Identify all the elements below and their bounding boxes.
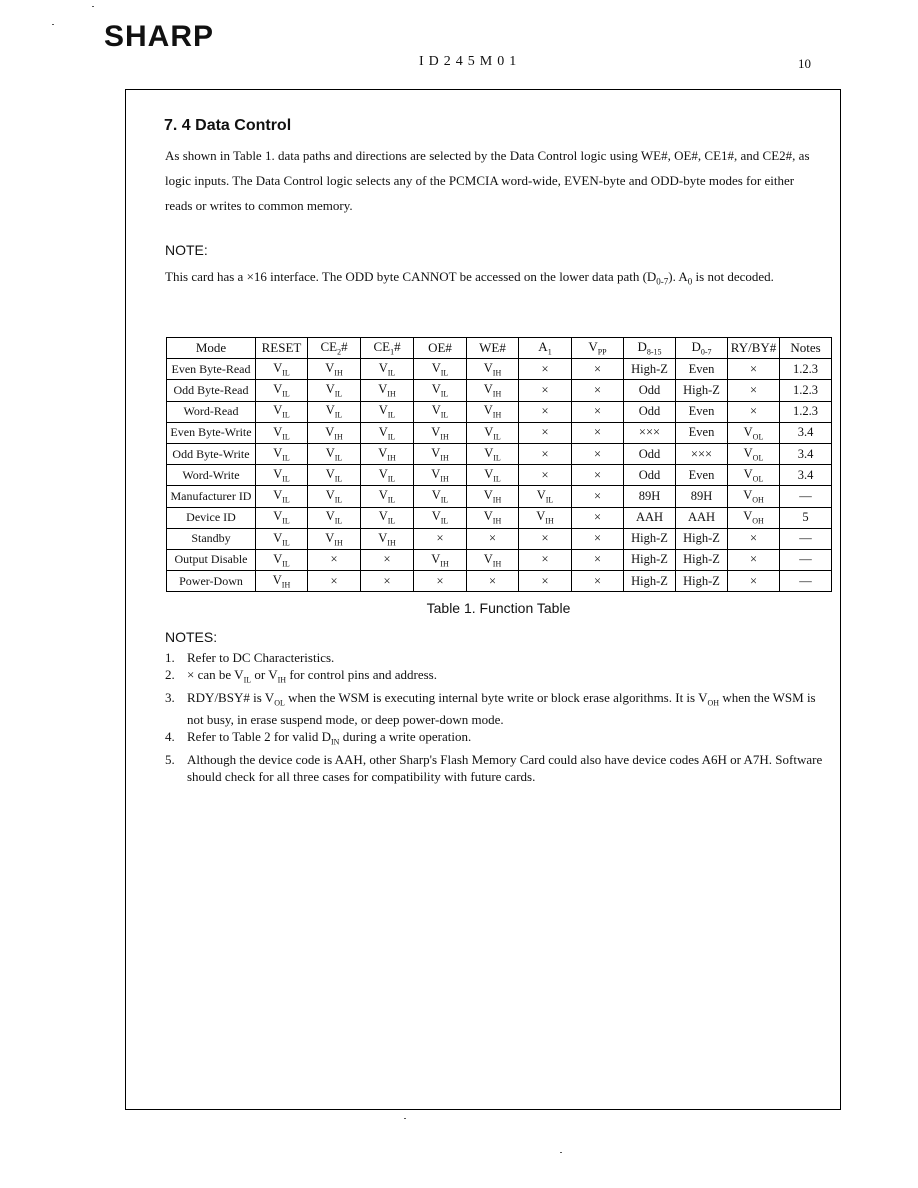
mode-cell: Manufacturer ID [167, 486, 256, 507]
table-row [167, 401, 832, 422]
table-row [167, 507, 832, 528]
mode-cell: Word-Read [167, 401, 256, 422]
table-cell: $V_{IL}$ [467, 465, 519, 486]
table-cell: ××× [624, 422, 676, 443]
table-cell: × [519, 359, 572, 380]
table-cell: × [728, 549, 780, 570]
mode-cell: Output Disable [167, 549, 256, 570]
scan-speck [92, 6, 94, 7]
table-cell: $V_{IL}$ [308, 486, 361, 507]
table-cell: × [572, 528, 624, 549]
table-cell: $V_{IH}$ [467, 549, 519, 570]
list-item [165, 666, 825, 689]
note-text: Refer to Table 2 for valid $D_{IN}$ during a write operation. [187, 729, 472, 747]
table-cell: $V_{IH}$ [414, 549, 467, 570]
table-header-cell: Mode [167, 338, 256, 359]
table-cell: High-Z [624, 359, 676, 380]
table-cell: $V_{IL}$ [308, 465, 361, 486]
table-cell: 1.2.3 [780, 380, 832, 401]
note-number: 3. [165, 689, 175, 705]
table-cell: $V_{OL}$ [728, 422, 780, 443]
table-cell: $V_{IL}$ [308, 380, 361, 401]
mode-cell: Power-Down [167, 571, 256, 592]
table-cell: 3.4 [780, 443, 832, 464]
sharp-logo: SHARP [104, 20, 215, 53]
table-cell: $V_{IL}$ [467, 422, 519, 443]
table-cell: 1.2.3 [780, 401, 832, 422]
table-cell: × [572, 486, 624, 507]
table-row [167, 465, 832, 486]
table-cell: $V_{IL}$ [256, 401, 308, 422]
table-header-cell: $CE_1\#$ [361, 338, 414, 359]
mode-cell: Device ID [167, 507, 256, 528]
table-cell: × [572, 380, 624, 401]
table-row [167, 380, 832, 401]
table-cell: — [780, 528, 832, 549]
table-cell: $V_{IL}$ [361, 422, 414, 443]
table-cell: $V_{IL}$ [256, 549, 308, 570]
table-header-cell: $D_{0-7}$ [676, 338, 728, 359]
note-number: 1. [165, 650, 175, 665]
table-header-cell: $A_1$ [519, 338, 572, 359]
table-cell: Even [676, 422, 728, 443]
table-cell: × [308, 571, 361, 592]
table-cell: $V_{IL}$ [414, 486, 467, 507]
table-cell: 5 [780, 507, 832, 528]
table-cell: $V_{IL}$ [256, 507, 308, 528]
table-cell: — [780, 571, 832, 592]
table-row [167, 528, 832, 549]
table-cell: $V_{IL}$ [414, 380, 467, 401]
table-cell: $V_{IL}$ [361, 486, 414, 507]
table-cell: × [414, 571, 467, 592]
table-cell: — [780, 486, 832, 507]
table-body [167, 359, 832, 592]
table-header-cell: $CE_2\#$ [308, 338, 361, 359]
table-cell: $V_{IL}$ [414, 507, 467, 528]
table-cell: Even [676, 465, 728, 486]
table-cell: Odd [624, 401, 676, 422]
table-row [167, 422, 832, 443]
table-cell: $V_{IL}$ [361, 359, 414, 380]
table-cell: × [728, 528, 780, 549]
table-cell: $V_{IL}$ [256, 422, 308, 443]
table-cell: $V_{IL}$ [256, 528, 308, 549]
table-row [167, 549, 832, 570]
table-cell: × [361, 571, 414, 592]
table-cell: $V_{OH}$ [728, 486, 780, 507]
table-cell: $V_{IH}$ [519, 507, 572, 528]
table-cell: Odd [624, 443, 676, 464]
table-cell: High-Z [676, 528, 728, 549]
list-item [165, 751, 825, 785]
note-number: 5. [165, 751, 175, 767]
table-cell: $V_{IL}$ [414, 401, 467, 422]
table-cell: $V_{IH}$ [414, 465, 467, 486]
table-cell: × [467, 528, 519, 549]
table-cell: × [414, 528, 467, 549]
table-cell: × [572, 549, 624, 570]
table-cell: × [361, 549, 414, 570]
list-item [165, 728, 825, 751]
table-cell: × [728, 359, 780, 380]
table-cell: $V_{IH}$ [467, 507, 519, 528]
table-cell: $V_{IL}$ [256, 443, 308, 464]
table-cell: High-Z [676, 380, 728, 401]
table-cell: ××× [676, 443, 728, 464]
table-cell: $V_{IL}$ [361, 507, 414, 528]
table-cell: Odd [624, 380, 676, 401]
table-cell: 3.4 [780, 422, 832, 443]
table-caption: Table 1. Function Table [426, 600, 571, 616]
table-cell: $V_{OH}$ [728, 507, 780, 528]
table-cell: × [519, 401, 572, 422]
table-cell: × [728, 401, 780, 422]
mode-cell: Even Byte-Read [167, 359, 256, 380]
table-cell: Even [676, 359, 728, 380]
table-row [167, 443, 832, 464]
document-id: ID245M01 [419, 54, 522, 69]
table-cell: $V_{OL}$ [728, 443, 780, 464]
table-cell: AAH [676, 507, 728, 528]
table-cell: $V_{IH}$ [467, 486, 519, 507]
table-cell: $V_{IH}$ [361, 443, 414, 464]
function-table [166, 337, 832, 592]
section-paragraph: As shown in Table 1. data paths and directions are selected by the Data Control logic using WE#, OE#, CE1#, and CE2#, as logic inputs. The Data Control logic selects any of the PCMCIA word-wide, EVEN-byte and ODD-byte modes for either reads or writes to common memory. [165, 148, 810, 213]
table-header-cell: $D_{8-15}$ [624, 338, 676, 359]
table-cell: $V_{IH}$ [414, 422, 467, 443]
table-row [167, 359, 832, 380]
table-cell: 89H [624, 486, 676, 507]
table-cell: High-Z [676, 549, 728, 570]
table-cell: $V_{IH}$ [308, 359, 361, 380]
table-cell: × [519, 571, 572, 592]
note-text: This card has a ×16 interface. The ODD byte CANNOT be accessed on the lower data path $(D_{0-7})$. $A_0$ is not decoded. [165, 269, 774, 287]
table-cell: × [572, 422, 624, 443]
page-number: 10 [798, 56, 811, 71]
table-cell: Even [676, 401, 728, 422]
note-text: × can be $V_{IL}$ or $V_{IH}$ for control pins and address. [187, 667, 437, 685]
table-cell: $V_{OL}$ [728, 465, 780, 486]
scan-speck [560, 1152, 562, 1153]
scan-speck [404, 1118, 406, 1119]
table-cell: $V_{IL}$ [361, 401, 414, 422]
table-row [167, 571, 832, 592]
notes-list [165, 649, 825, 785]
table-cell: $V_{IL}$ [256, 380, 308, 401]
table-cell: $V_{IH}$ [361, 380, 414, 401]
table-cell: × [572, 443, 624, 464]
list-item [165, 649, 825, 666]
table-cell: $V_{IL}$ [467, 443, 519, 464]
table-cell: $V_{IL}$ [308, 443, 361, 464]
table-cell: × [519, 380, 572, 401]
section-title: 7. 4 Data Control [164, 117, 292, 134]
note-number: 2. [165, 667, 175, 682]
table-cell: 1.2.3 [780, 359, 832, 380]
mode-cell: Even Byte-Write [167, 422, 256, 443]
mode-cell: Word-Write [167, 465, 256, 486]
table-cell: $V_{IL}$ [361, 465, 414, 486]
note-text: Refer to DC Characteristics. [187, 650, 335, 665]
table-cell: × [308, 549, 361, 570]
table-cell: — [780, 549, 832, 570]
note-text: RDY/BSY# is $V_{OL}$ when the WSM is executing internal byte write or block erase algorithms. It is $V_{OH}$ when the WSM is not busy, in erase suspend mode, or deep power-down mode. [187, 689, 816, 728]
table-cell: $V_{IL}$ [256, 465, 308, 486]
table-cell: × [572, 507, 624, 528]
table-header-cell: Notes [780, 338, 832, 359]
table-cell: $V_{IL}$ [308, 401, 361, 422]
table-header-cell: OE# [414, 338, 467, 359]
table-cell: High-Z [624, 549, 676, 570]
table-row [167, 486, 832, 507]
note-text: Although the device code is AAH, other Sharp's Flash Memory Card could also have device codes A6H or A7H. Software should check for all three cases for compatibility with future cards. [187, 751, 823, 784]
table-cell: 3.4 [780, 465, 832, 486]
table-header-cell: WE# [467, 338, 519, 359]
table-cell: × [519, 465, 572, 486]
list-item [165, 689, 825, 729]
mode-cell: Standby [167, 528, 256, 549]
table-cell: × [467, 571, 519, 592]
table-cell: $V_{IL}$ [414, 359, 467, 380]
table-cell: $V_{IH}$ [467, 380, 519, 401]
table-cell: $V_{IH}$ [467, 359, 519, 380]
table-cell: × [519, 422, 572, 443]
table-cell: 89H [676, 486, 728, 507]
table-cell: × [728, 571, 780, 592]
table-cell: $V_{IH}$ [256, 571, 308, 592]
table-header-row [167, 338, 832, 359]
table-cell: $V_{IH}$ [308, 528, 361, 549]
table-cell: High-Z [676, 571, 728, 592]
table-cell: $V_{IL}$ [519, 486, 572, 507]
table-cell: $V_{IH}$ [414, 443, 467, 464]
table-cell: × [519, 549, 572, 570]
note-number: 4. [165, 729, 175, 745]
table-cell: × [728, 380, 780, 401]
table-cell: $V_{IH}$ [467, 401, 519, 422]
table-header-cell: RY/BY# [728, 338, 780, 359]
table-cell: × [572, 401, 624, 422]
table-header-cell: $V_{PP}$ [572, 338, 624, 359]
table-cell: $V_{IL}$ [308, 507, 361, 528]
notes-heading: NOTES: [165, 629, 218, 645]
table-header-cell: RESET [256, 338, 308, 359]
table-cell: × [572, 359, 624, 380]
mode-cell: Odd Byte-Write [167, 443, 256, 464]
scan-speck [52, 24, 54, 25]
table-cell: $V_{IH}$ [308, 422, 361, 443]
table-cell: $V_{IL}$ [256, 486, 308, 507]
table-cell: $V_{IH}$ [361, 528, 414, 549]
table-cell: × [572, 465, 624, 486]
table-cell: × [519, 443, 572, 464]
table-cell: High-Z [624, 571, 676, 592]
table-cell: High-Z [624, 528, 676, 549]
table-cell: AAH [624, 507, 676, 528]
table-cell: × [519, 528, 572, 549]
table-cell: × [572, 571, 624, 592]
mode-cell: Odd Byte-Read [167, 380, 256, 401]
table-cell: Odd [624, 465, 676, 486]
note-heading: NOTE: [165, 242, 208, 258]
table-cell: $V_{IL}$ [256, 359, 308, 380]
